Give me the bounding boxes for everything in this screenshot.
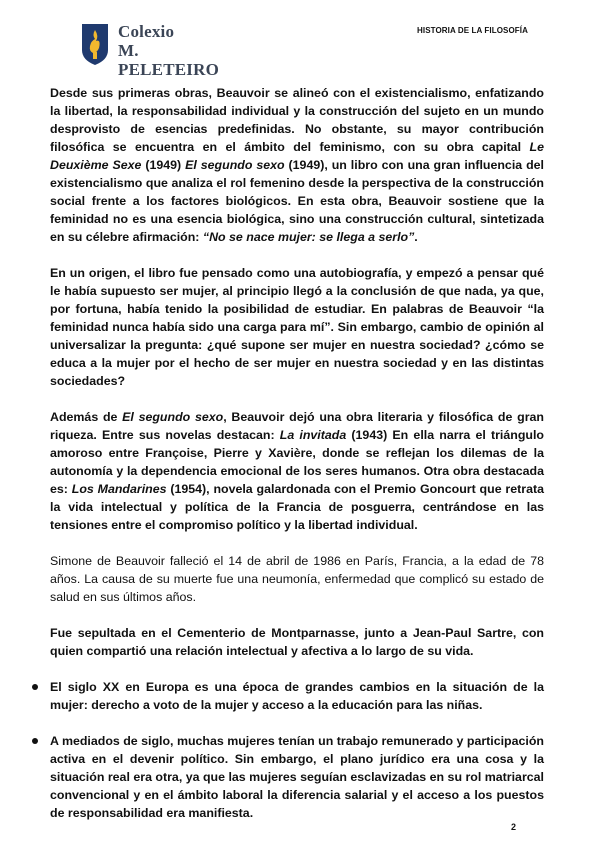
- logo-line-1: Colexio: [118, 22, 175, 41]
- p3-text-e: (1943) En ella narra el triángulo amoroso entre Françoise, Pierre y Xavière, donde se reflejan los dilemas de la autonomía y la dependencia emocional de los seres humanos. Otra obra destacada es:: [50, 428, 544, 496]
- p1-title-french: Le Deuxième Sexe: [50, 140, 544, 172]
- p3-title-invitada: La invitada: [279, 428, 347, 442]
- list-item: [50, 732, 544, 822]
- school-name: [118, 22, 240, 79]
- p3-title-mandarines: Los Mandarines: [71, 482, 167, 496]
- p3-text-a: Además de: [50, 410, 123, 424]
- document-header-title: HISTORIA DE LA FILOSOFÍA: [417, 26, 528, 35]
- p1-text-a: Desde sus primeras obras, Beauvoir se alineó con el existencialismo, enfatizando la libertad, la responsabilidad individual y la construcción del sujeto en un mundo desprovisto de esencias predefinidas. No obstante, su mayor contribución filosófica se encuentra en el ámbito del feminismo, con su obra capital: [50, 86, 544, 154]
- bullet-icon: [32, 684, 38, 690]
- p1-quote: “No se nace mujer: se llega a serlo”: [202, 230, 415, 244]
- bullet-icon: [32, 738, 38, 744]
- school-logo: [80, 22, 240, 79]
- document-body: [50, 84, 544, 840]
- paragraph-burial: Fue sepultada en el Cementerio de Montparnasse, junto a Jean-Paul Sartre, con quien compartió una relación intelectual y afectiva a lo largo de su vida.: [50, 626, 544, 658]
- p1-text-e: (1949), un libro con una gran influencia del existencialismo que analiza el rol femenino desde la perspectiva de la construcción social frente a los factores biológicos. En esta obra, Beauvoir sostiene que la feminidad no es una esencia biológica, sino una construcción cultural, sintetizada en su célebre afirmación:: [50, 158, 544, 244]
- bullet-list: [50, 678, 544, 822]
- bullet-text: A mediados de siglo, muchas mujeres tenían un trabajo remunerado y participación activa en el devenir político. Sin embargo, el plano jurídico era una cosa y la situación real era otra, ya que las mujeres seguían esclavizadas en su rol matriarcal convencional y en el ámbito laboral la diferencia salarial y el acceso a los puestos de responsabilidad era manifiesta.: [50, 734, 544, 820]
- p1-title-spanish: El segundo sexo: [185, 158, 285, 172]
- page-number: 2: [510, 822, 516, 832]
- shield-icon: [80, 22, 110, 66]
- paragraph-death: Simone de Beauvoir falleció el 14 de abril de 1986 en París, Francia, a la edad de 78 años. La causa de su muerte fue una neumonía, enfermedad que complicó su estado de salud en sus últimos años.: [50, 554, 544, 604]
- paragraph-origin: En un origen, el libro fue pensado como una autobiografía, y empezó a pensar qué le había supuesto ser mujer, al principio llegó a la conclusión de que nada, ya que, por fortuna, había tenido la posibilidad de estudiar. En palabras de Beauvoir “la feminidad nunca había sido una carga para mí”. Sin embargo, cambio de opinión al universalizar la pregunta: ¿qué supone ser mujer en nuestra sociedad? ¿cómo se educa a la mujer por el hecho de ser mujer en nuestra sociedad y en las distintas sociedades?: [50, 266, 544, 388]
- p3-text-c: , Beauvoir dejó una obra literaria y filosófica de gran riqueza. Entre sus novelas destacan:: [50, 410, 544, 442]
- paragraph-existentialism: [50, 84, 544, 246]
- p1-text-g: .: [414, 230, 418, 244]
- p3-title-segundo-sexo: El segundo sexo: [122, 410, 224, 424]
- logo-line-2: M. PELETEIRO: [118, 41, 219, 79]
- bullet-text: El siglo XX en Europa es una época de grandes cambios en la situación de la mujer: derecho a voto de la mujer y acceso a la educación para las niñas.: [50, 680, 544, 712]
- list-item: [50, 678, 544, 714]
- p1-text-c: (1949): [141, 158, 186, 172]
- paragraph-novels: [50, 408, 544, 534]
- p3-text-g: (1954), novela galardonada con el Premio Goncourt que retrata la vida intelectual y política de la Francia de posguerra, centrándose en las tensiones entre el compromiso político y la libertad individual.: [50, 482, 545, 532]
